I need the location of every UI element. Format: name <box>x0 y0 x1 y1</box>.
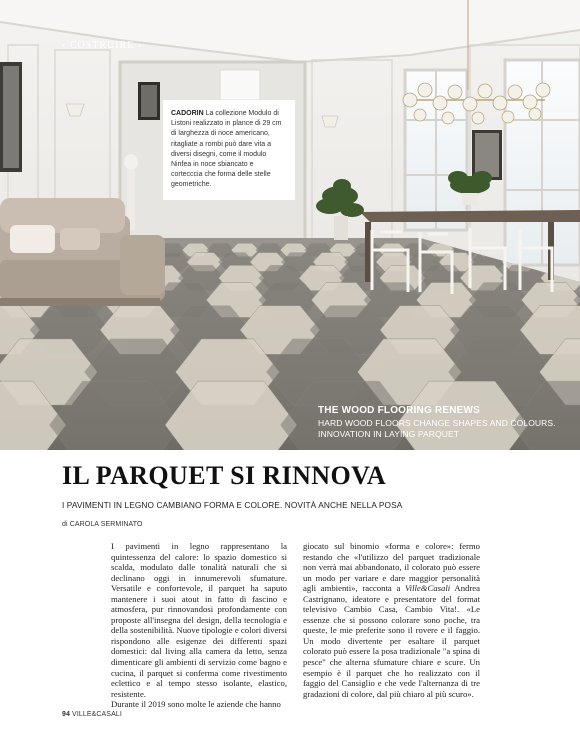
body-column-1 <box>111 541 287 710</box>
english-caption-title: THE WOOD FLOORING RENEWS <box>318 405 481 416</box>
english-caption <box>318 405 558 439</box>
page-number: 94 <box>62 711 70 718</box>
magazine-name: Ville&Casali <box>405 583 451 594</box>
english-caption-subtitle: HARD WOOD FLOORS CHANGE SHAPES AND COLOURS. INNOVATION IN LAYING PARQUET <box>318 418 556 439</box>
page-folio <box>62 711 122 718</box>
article-title: IL PARQUET SI RINNOVA <box>62 461 387 490</box>
body-paragraph: giocato sul binomio «forma e colore»: fermo restando che «l'utilizzo del parquet tradizionale non verrà mai abbandonato, il colorato può essere un modo per variare e dare maggior personalità agli ambienti», racconta a Ville&Casali Andrea Castrignano, ideatore e presentatore del format televisivo Cambio Casa, Cambio Vita!. «Le essenze che si possono colorare sono poche, tra queste, le mie preferite sono il rovere e il faggio. Un modo divertente per esaltare il parquet colorato può essere la posa tradizionale "a spina di pesce" che alterna sfumature chiare e scure. Un esempio è il parquet che ho realizzato con il faggio del Cansiglio e che vede l'alternanza di tre gradazioni di colore, dal più chiaro al più scuro». <box>303 541 480 699</box>
body-column-2 <box>303 541 480 699</box>
body-paragraph: I pavimenti in legno rappresentano la quintessenza del calore: lo spazio domestico si scalda, modulato dalle tonalità naturali che si declinano oggi in innumerevoli sfumature. Versatile e confortevole, il parquet ha saputo mantenere i suoi atout in fatto di fascino e atmosfera, pur rinnovandosi profondamente con proposte all'insegna del design, della tecnologia e della sostenibilità. Nuove tipologie e colori diversi rispondono alle esigenze dei differenti spazi domestici: dal living alla camera da letto, senza dimenticare gli ambienti di servizio come bagno e cucina, il parquet si conferma come rivestimento eclettico e al tempo stesso isolante, elastico, resistente. <box>111 541 287 699</box>
photo-caption <box>163 100 295 200</box>
magazine-folio: VILLE&CASALI <box>72 711 122 718</box>
byline: di CAROLA SERMINATO <box>62 521 143 528</box>
caption-brand: CADORIN <box>171 110 204 117</box>
body-paragraph: Durante il 2019 sono molte le aziende che hanno <box>111 699 281 710</box>
section-tag: ‹ COSTRUIRE › <box>62 40 143 51</box>
article-subtitle: I PAVIMENTI IN LEGNO CAMBIANO FORMA E COLORE. NOVITÀ ANCHE NELLA POSA <box>62 500 403 510</box>
caption-text: La collezione Modulo di Listoni realizzato in plance di 29 cm di larghezza di noce americano, ritagliate a rombi può dare vita a diversi disegni, come il modulo Ninfea in noce sbiancato e cortecccia che forma delle stelle geometriche. <box>171 110 282 189</box>
